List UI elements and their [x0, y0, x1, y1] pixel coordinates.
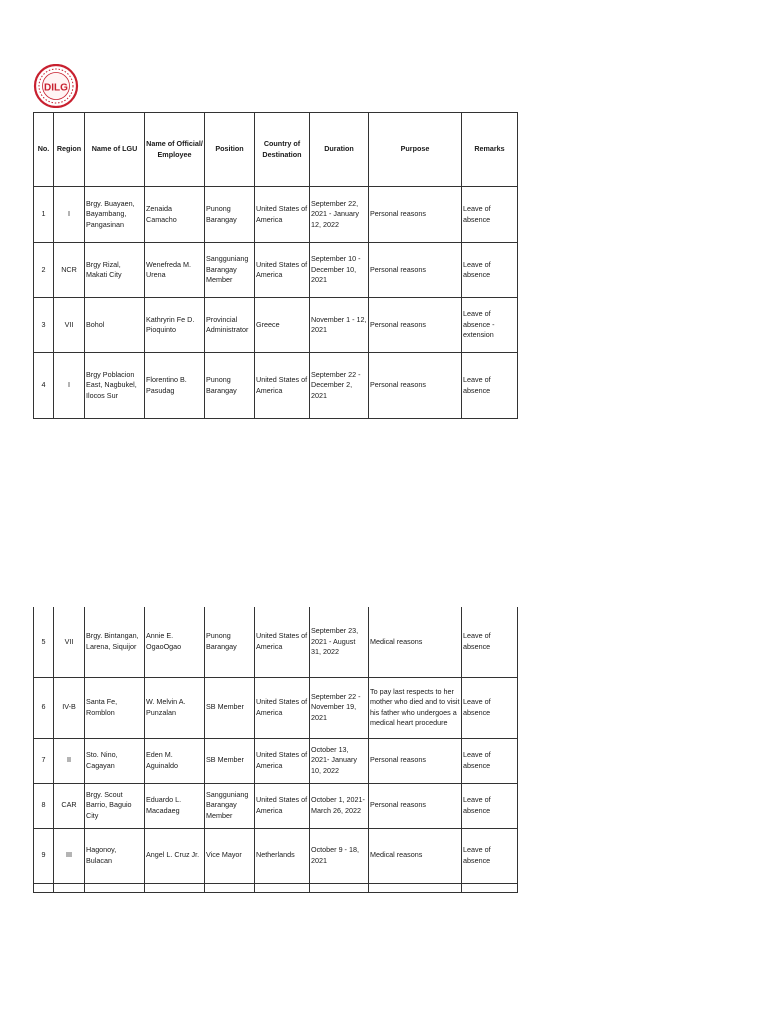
cell-duration: September 22 - November 19, 2021 — [310, 677, 369, 738]
cell-duration: September 22, 2021 - January 12, 2022 — [310, 187, 369, 243]
table-row-empty — [34, 883, 518, 892]
cell-region: I — [54, 187, 85, 243]
cell-country: United States of America — [255, 243, 310, 298]
cell-no: 1 — [34, 187, 54, 243]
cell-remarks: Leave of absence — [462, 783, 518, 828]
cell-official: Annie E. OgaoOgao — [145, 607, 205, 677]
cell-no: 5 — [34, 607, 54, 677]
cell-duration: October 13, 2021- January 10, 2022 — [310, 738, 369, 783]
cell-remarks: Leave of absence - extension — [462, 298, 518, 353]
cell-purpose: Personal reasons — [369, 187, 462, 243]
cell-country: United States of America — [255, 607, 310, 677]
table-row — [34, 738, 518, 783]
empty-cell — [369, 883, 462, 892]
cell-remarks: Leave of absence — [462, 243, 518, 298]
cell-lgu: Brgy. Buayaen, Bayambang, Pangasinan — [85, 187, 145, 243]
cell-lgu: Brgy. Scout Barrio, Baguio City — [85, 783, 145, 828]
cell-remarks: Leave of absence — [462, 187, 518, 243]
cell-no: 2 — [34, 243, 54, 298]
cell-no: 9 — [34, 828, 54, 883]
cell-position: Sangguniang Barangay Member — [205, 783, 255, 828]
header-official: Name of Official/ Employee — [145, 113, 205, 187]
cell-duration: September 10 - December 10, 2021 — [310, 243, 369, 298]
cell-country: United States of America — [255, 677, 310, 738]
table-row — [34, 828, 518, 883]
cell-duration: September 22 - December 2, 2021 — [310, 353, 369, 419]
header-country: Country of Destination — [255, 113, 310, 187]
cell-region: II — [54, 738, 85, 783]
cell-region: VII — [54, 607, 85, 677]
cell-duration: October 9 - 18, 2021 — [310, 828, 369, 883]
cell-purpose: Medical reasons — [369, 607, 462, 677]
cell-region: CAR — [54, 783, 85, 828]
cell-position: Punong Barangay — [205, 187, 255, 243]
cell-country: United States of America — [255, 353, 310, 419]
table-row — [34, 243, 518, 298]
cell-official: Zenaida Camacho — [145, 187, 205, 243]
cell-remarks: Leave of absence — [462, 677, 518, 738]
header-position: Position — [205, 113, 255, 187]
cell-region: IV-B — [54, 677, 85, 738]
cell-lgu: Santa Fe, Romblon — [85, 677, 145, 738]
cell-region: III — [54, 828, 85, 883]
empty-cell — [255, 883, 310, 892]
cell-region: I — [54, 353, 85, 419]
cell-country: United States of America — [255, 738, 310, 783]
cell-official: Wenefreda M. Urena — [145, 243, 205, 298]
cell-purpose: Personal reasons — [369, 353, 462, 419]
table-row — [34, 353, 518, 419]
cell-position: Vice Mayor — [205, 828, 255, 883]
empty-cell — [145, 883, 205, 892]
cell-purpose: Personal reasons — [369, 783, 462, 828]
cell-official: W. Melvin A. Punzalan — [145, 677, 205, 738]
cell-region: VII — [54, 298, 85, 353]
cell-duration: September 23, 2021 - August 31, 2022 — [310, 607, 369, 677]
empty-cell — [462, 883, 518, 892]
cell-purpose: Personal reasons — [369, 243, 462, 298]
cell-position: SB Member — [205, 738, 255, 783]
table-row — [34, 298, 518, 353]
cell-official: Angel L. Cruz Jr. — [145, 828, 205, 883]
cell-remarks: Leave of absence — [462, 828, 518, 883]
header-region: Region — [54, 113, 85, 187]
cell-lgu: Bohol — [85, 298, 145, 353]
cell-no: 3 — [34, 298, 54, 353]
cell-position: Sangguniang Barangay Member — [205, 243, 255, 298]
cell-lgu: Hagonoy, Bulacan — [85, 828, 145, 883]
cell-position: Punong Barangay — [205, 607, 255, 677]
table-row — [34, 677, 518, 738]
header-purpose: Purpose — [369, 113, 462, 187]
table-header-row — [34, 113, 518, 187]
table-row — [34, 607, 518, 677]
cell-country: United States of America — [255, 783, 310, 828]
cell-duration: November 1 - 12, 2021 — [310, 298, 369, 353]
empty-cell — [54, 883, 85, 892]
cell-remarks: Leave of absence — [462, 738, 518, 783]
header-remarks: Remarks — [462, 113, 518, 187]
cell-purpose: To pay last respects to her mother who died and to visit his father who undergoes a medical heart procedure — [369, 677, 462, 738]
cell-lgu: Brgy Rizal, Makati City — [85, 243, 145, 298]
empty-cell — [34, 883, 54, 892]
dilg-logo — [33, 64, 79, 108]
cell-remarks: Leave of absence — [462, 353, 518, 419]
cell-country: Netherlands — [255, 828, 310, 883]
cell-country: United States of America — [255, 187, 310, 243]
officials-travel-table-page-2 — [33, 607, 518, 893]
cell-duration: October 1, 2021- March 26, 2022 — [310, 783, 369, 828]
logo-text: DILG — [44, 82, 68, 94]
empty-cell — [205, 883, 255, 892]
cell-no: 6 — [34, 677, 54, 738]
cell-region: NCR — [54, 243, 85, 298]
cell-remarks: Leave of absence — [462, 607, 518, 677]
cell-purpose: Medical reasons — [369, 828, 462, 883]
cell-position: Provincial Administrator — [205, 298, 255, 353]
table-row — [34, 187, 518, 243]
header-duration: Duration — [310, 113, 369, 187]
cell-country: Greece — [255, 298, 310, 353]
cell-lgu: Brgy. Bintangan, Larena, Siquijor — [85, 607, 145, 677]
dilg-seal-icon — [33, 64, 79, 108]
cell-official: Eden M. Aguinaldo — [145, 738, 205, 783]
cell-position: Punong Barangay — [205, 353, 255, 419]
cell-official: Eduardo L. Macadaeg — [145, 783, 205, 828]
cell-lgu: Brgy Poblacion East, Nagbukel, Ilocos Sur — [85, 353, 145, 419]
cell-no: 7 — [34, 738, 54, 783]
cell-purpose: Personal reasons — [369, 738, 462, 783]
empty-cell — [310, 883, 369, 892]
officials-travel-table-page-1 — [33, 112, 518, 419]
cell-official: Kathryrin Fe D. Pioquinto — [145, 298, 205, 353]
empty-cell — [85, 883, 145, 892]
cell-no: 8 — [34, 783, 54, 828]
table-row — [34, 783, 518, 828]
cell-official: Florentino B. Pasudag — [145, 353, 205, 419]
header-lgu: Name of LGU — [85, 113, 145, 187]
cell-position: SB Member — [205, 677, 255, 738]
header-no: No. — [34, 113, 54, 187]
cell-no: 4 — [34, 353, 54, 419]
cell-lgu: Sto. Nino, Cagayan — [85, 738, 145, 783]
cell-purpose: Personal reasons — [369, 298, 462, 353]
